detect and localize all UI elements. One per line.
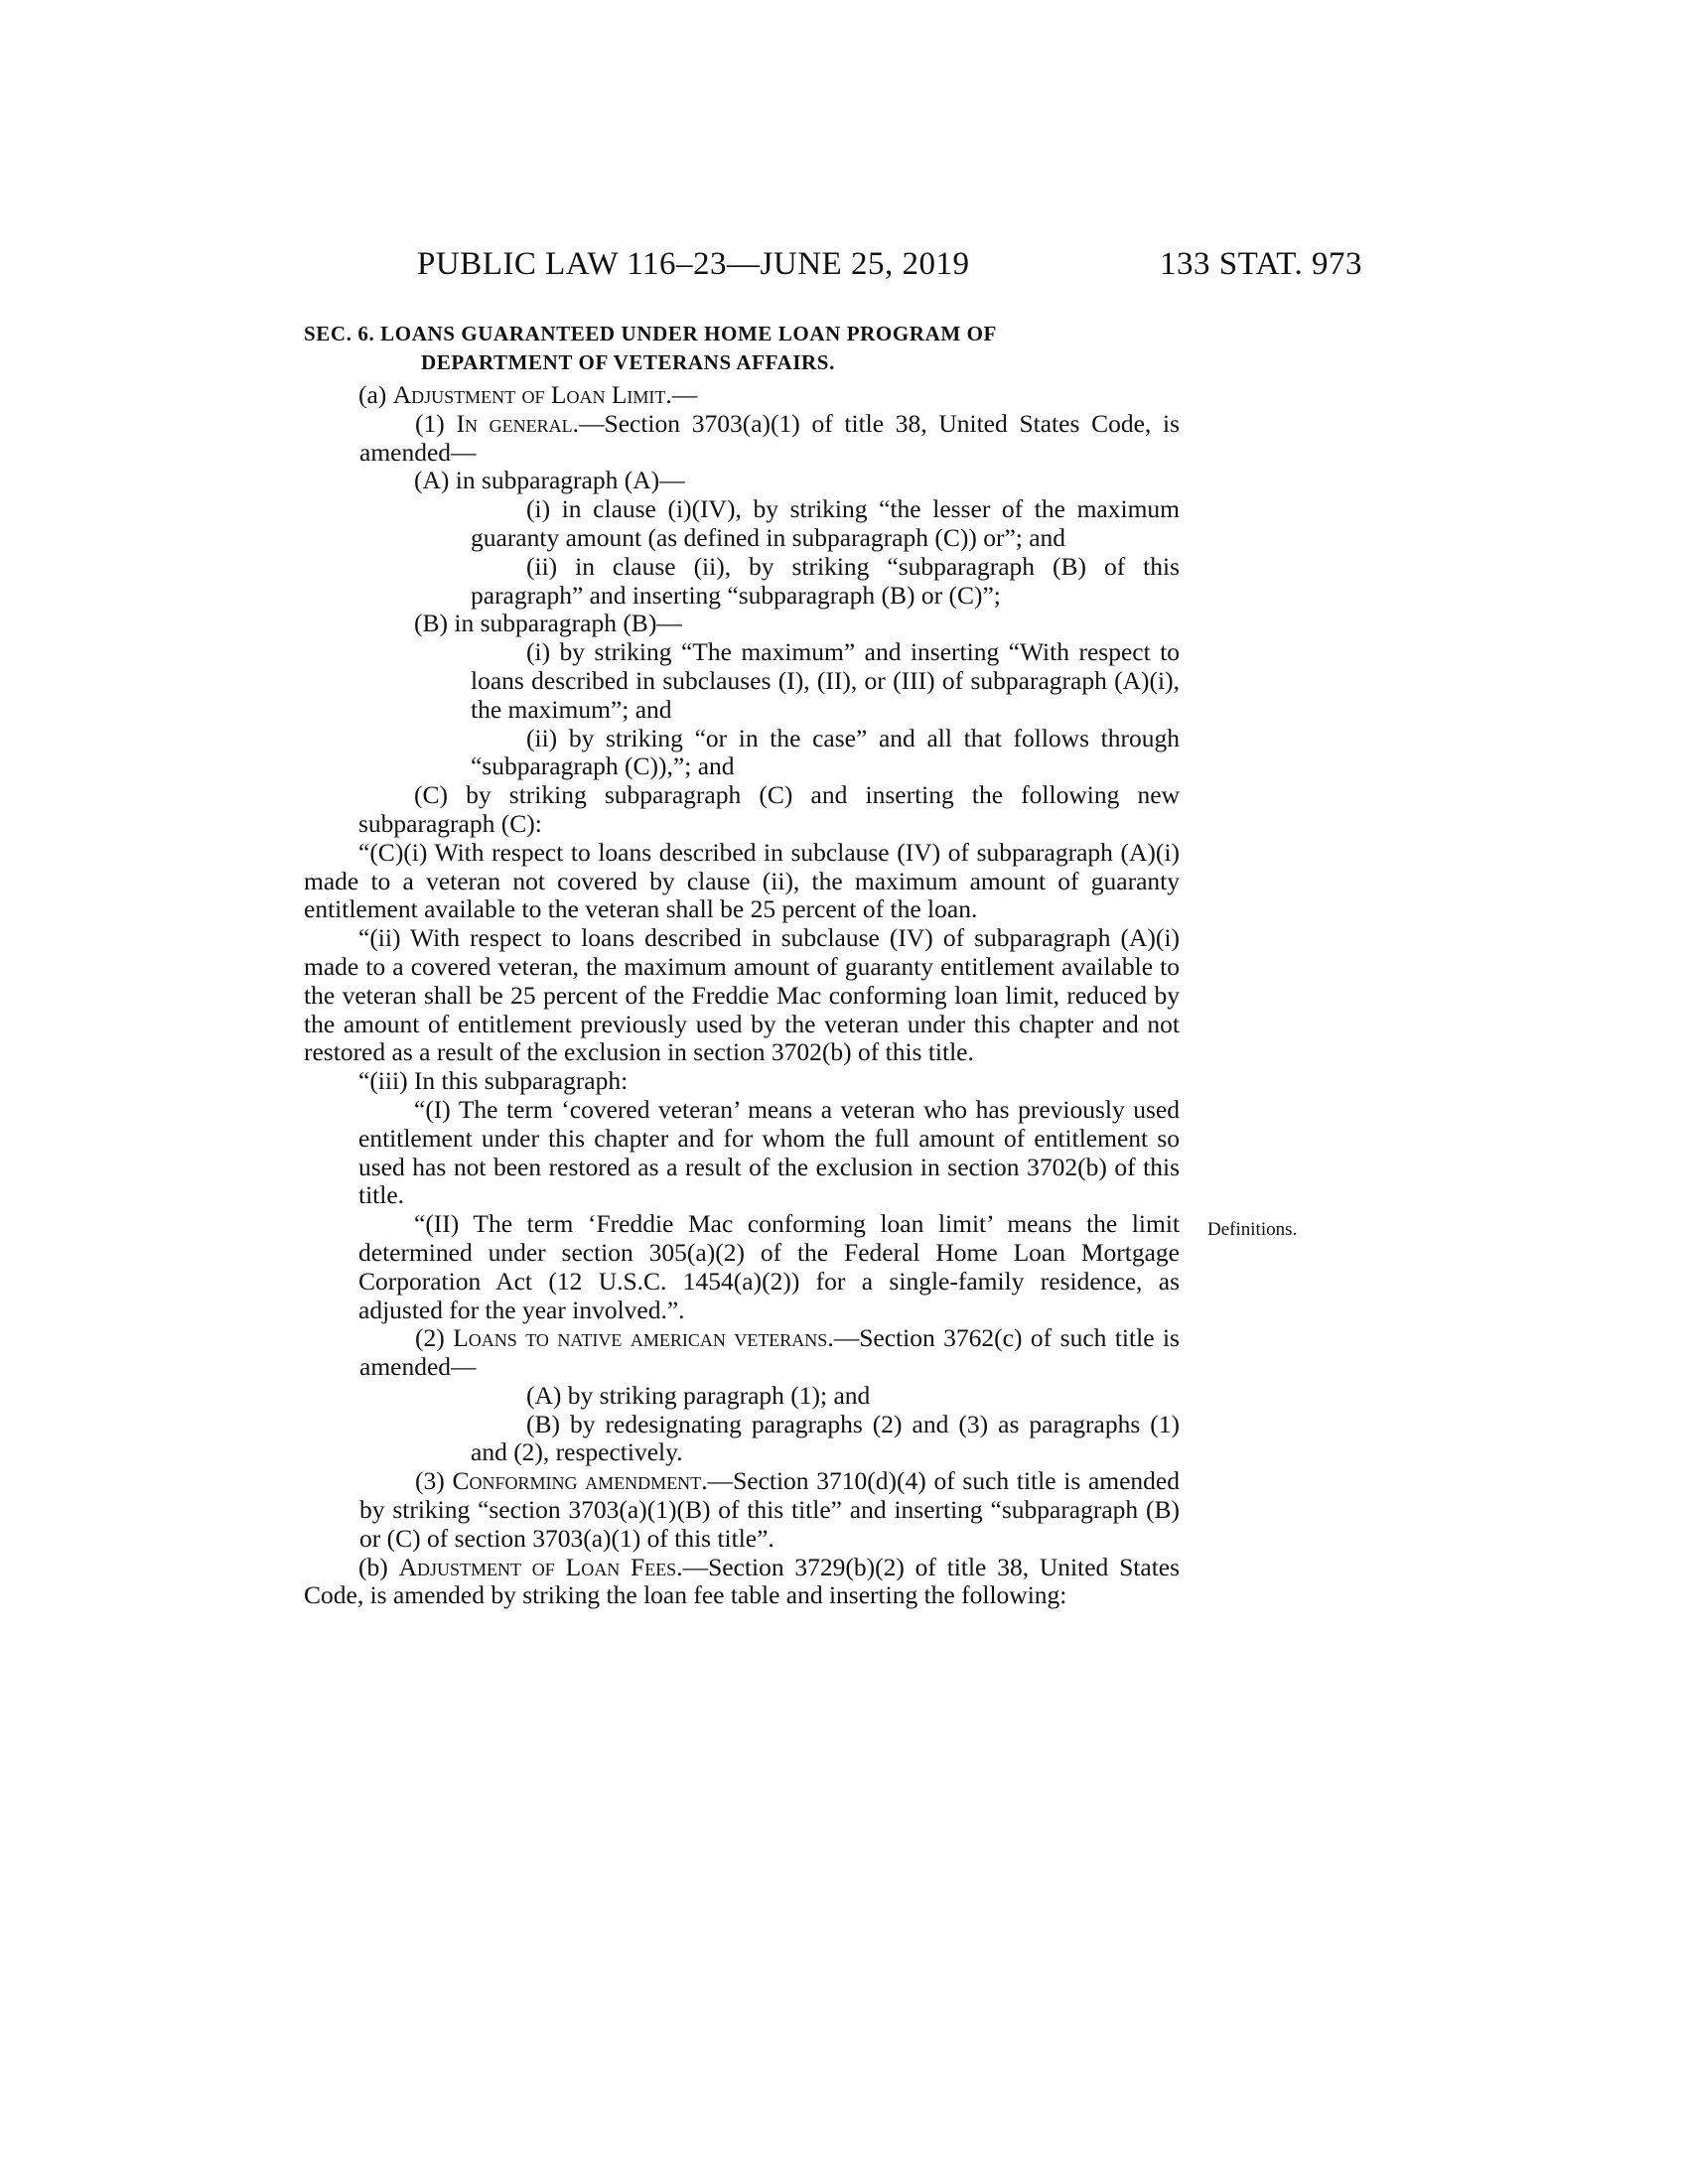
section-heading-line-1: SEC. 6. LOANS GUARANTEED UNDER HOME LOAN PROGRAM OF: [304, 322, 997, 345]
subsection-a-heading: Adjustment of Loan Limit: [392, 380, 666, 409]
paragraph-a3-heading: Conforming amendment: [452, 1466, 702, 1496]
subparagraph-C: (C) by striking subparagraph (C) and inserting the following new subparagraph (C):: [358, 780, 1180, 838]
subparagraph-B: (B) in subparagraph (B)—: [414, 609, 682, 638]
running-header-title: PUBLIC LAW 116–23—JUNE 25, 2019: [417, 246, 970, 282]
paragraph-a3: (3) Conforming amendment.—Section 3710(d)(4) of such title is amended by striking “section 3703(a)(1)(B) of this title” and inserting “subparagraph (B) or (C) of section 3703(a)(1) of this title”.: [359, 1466, 1180, 1553]
quoted-C-iii: “(iii) In this subparagraph:: [358, 1066, 629, 1096]
subparagraph-A: (A) in subparagraph (A)—: [414, 466, 685, 495]
quoted-C-ii: “(ii) With respect to loans described in subclause (IV) of subparagraph (A)(i) made to a covered veteran, the maximum amount of guaranty entitlement available to the veteran shall be 25 percent of the Freddie Mac conforming loan limit, reduced by the amount of entitlement previously used by the veteran under this chapter and not restored as a result of the exclusion in section 3702(b) of this title.: [304, 923, 1180, 1067]
clause-A-ii: (ii) in clause (ii), by striking “subparagraph (B) of this paragraph” and inserting “subparagraph (B) or (C)”;: [471, 551, 1180, 610]
statute-page-number: 133 STAT. 973: [1160, 246, 1363, 282]
quoted-C-i: “(C)(i) With respect to loans described in subclause (IV) of subparagraph (A)(i) made to a veteran not covered by clause (ii), the maximum amount of guaranty entitlement available to the veteran shall be 25 percent of the loan.: [304, 837, 1180, 924]
quoted-subclause-I: “(I) The term ‘covered veteran’ means a veteran who has previously used entitlement under this chapter and for whom the full amount of entitlement so used has not been restored as a result of the exclusion in section 3702(b) of this title.: [358, 1094, 1180, 1210]
paragraph-a2-heading: Loans to native american veterans: [453, 1323, 828, 1353]
paragraph-a2: (2) Loans to native american veterans.—Section 3762(c) of such title is amended—: [359, 1323, 1180, 1382]
body-text: [304, 381, 1180, 1610]
subsection-b-heading: Adjustment of Loan Fees: [398, 1552, 677, 1581]
quoted-subclause-II: “(II) The term ‘Freddie Mac conforming loan limit’ means the limit determined under section 305(a)(2) of the Federal Home Loan Mortgage Corporation Act (12 U.S.C. 1454(a)(2)) for a single-family residence, as adjusted for the year involved.”.: [358, 1209, 1180, 1324]
subsection-b: (b) Adjustment of Loan Fees.—Section 3729(b)(2) of title 38, United States Code, is amended by striking the loan fee table and inserting the following:: [304, 1552, 1181, 1610]
section-heading: [304, 320, 1188, 377]
subparagraph-a2-B: (B) by redesignating paragraphs (2) and (3) as paragraphs (1) and (2), respectively.: [471, 1409, 1180, 1467]
subsection-a: (a) Adjustment of Loan Limit.—: [358, 380, 698, 409]
paragraph-a1-heading: In general: [456, 408, 573, 438]
clause-B-i: (i) by striking “The maximum” and inserting “With respect to loans described in subclauses (I), (II), or (III) of subparagraph (A)(i), the maximum”; and: [471, 637, 1180, 724]
clause-B-ii: (ii) by striking “or in the case” and all that follows through “subparagraph (C)),”; and: [471, 723, 1180, 781]
section-heading-line-2: DEPARTMENT OF VETERANS AFFAIRS.: [421, 350, 835, 374]
clause-A-i: (i) in clause (i)(IV), by striking “the lesser of the maximum guaranty amount (as defined in subparagraph (C)) or”; and: [471, 494, 1180, 552]
paragraph-a1: (1) In general.—Section 3703(a)(1) of title 38, United States Code, is amended—: [359, 408, 1180, 467]
subparagraph-a2-A: (A) by striking paragraph (1); and: [526, 1380, 871, 1410]
margin-note-definitions: Definitions.: [1207, 1219, 1298, 1240]
